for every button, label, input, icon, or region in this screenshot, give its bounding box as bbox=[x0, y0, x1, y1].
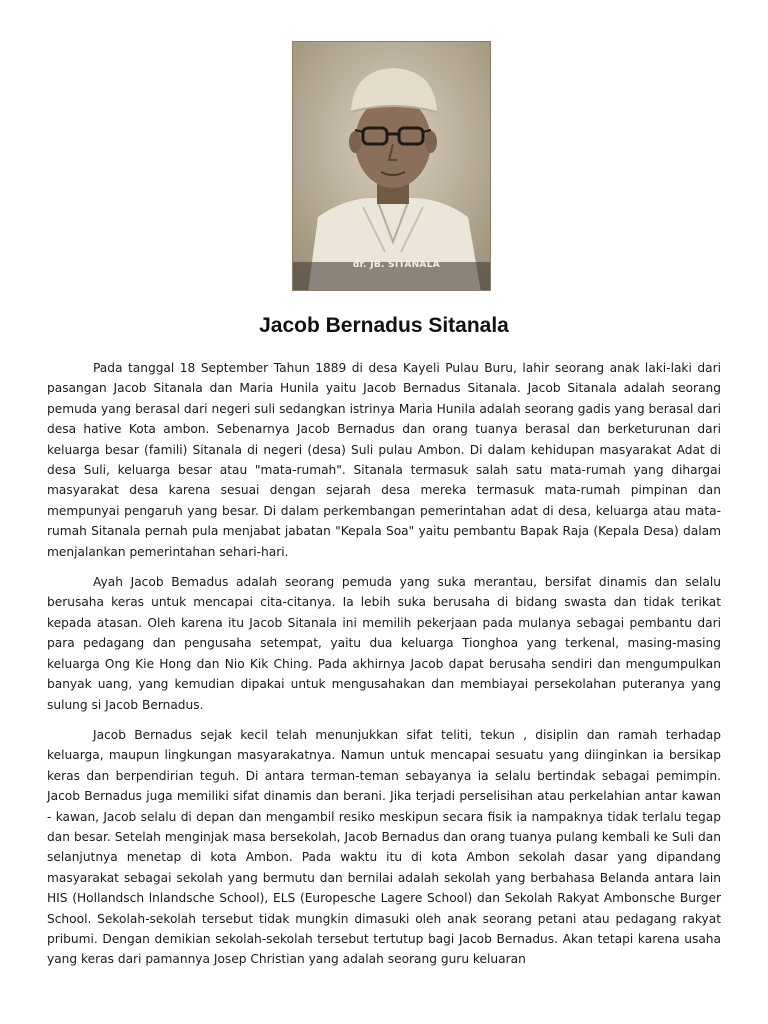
portrait-photo bbox=[292, 41, 491, 291]
photo-caption: dr. JB. SITANALA bbox=[352, 260, 440, 270]
portrait-illustration bbox=[293, 42, 491, 291]
paragraph: Ayah Jacob Bemadus adalah seorang pemuda yang suka merantau, bersifat dinamis dan selalu berusaha keras untuk mencapai cita-citanya. Ia lebih suka berusaha di bidang swasta dan tidak terikat kepada atasan. Oleh karena itu Jacob Sitanala ini memilih pekerjaan pada mulanya sebagai pembantu dari para pedagang dan pengusaha setempat, yaitu dua keluarga Tionghoa yang terkenal, masing-masing keluarga Ong Kie Hong dan Nio Kik Ching. Pada akhirnya Jacob dapat berusaha sendiri dan mengumpulkan banyak uang, yang kemudian dipakai untuk mengusahakan dan membiayai persekolahan puteranya yang sulung si Jacob Bernadus. bbox=[47, 575, 721, 712]
paragraph: Pada tanggal 18 September Tahun 1889 di desa Kayeli Pulau Buru, lahir seorang anak laki-laki dari pasangan Jacob Sitanala dan Maria Hunila yaitu Jacob Bernadus Sitanala. Jacob Sitanala adalah seorang pemuda yang berasal dari negeri suli sedangkan istrinya Maria Hunila adalah seorang gadis yang berasal dari desa hative Kota ambon. Sebenarnya Jacob Bernadus dan orang tuanya berasal dan berketurunan dari keluarga besar (famili) Sitanala di negeri (desa) Suli pulau Ambon. Di dalam kehidupan masyarakat Adat di desa Suli, keluarga besar atau "mata-rumah". Sitanala termasuk salah satu mata-rumah yang dihargai masyarakat desa karena sesuai dengan sejarah desa mereka termasuk mata-rumah pimpinan dan mempunyai pengaruh yang besar. Di dalam perkembangan pemerintahan adat di desa, keluarga atau mata-rumah Sitanala pernah pula menjabat jabatan "Kepala Soa" yaitu pembantu Bapak Raja (Kepala Desa) dalam menjalankan pemerintahan sehari-hari. bbox=[47, 361, 721, 559]
document-title: Jacob Bernadus Sitanala bbox=[259, 314, 509, 337]
paragraph: Jacob Bernadus sejak kecil telah menunjukkan sifat teliti, tekun , disiplin dan ramah terhadap keluarga, maupun lingkungan masyarakatnya. Namun untuk mencapai sesuatu yang diinginkan ia bersikap keras dan berpendirian teguh. Di antara terman-teman sebayanya ia selalu bertindak sebagai pemimpin. Jacob Bernadus juga memiliki sifat dinamis dan berani. Jika terjadi perselisihan atau perkelahian antar kawan - kawan, Jacob selalu di depan dan mengambil resiko meskipun secara fisik ia nampaknya tidak terlalu tegap dan besar. Setelah menginjak masa bersekolah, Jacob Bernadus dan orang tuanya pulang kembali ke Suli dan selanjutnya menetap di kota Ambon. Pada waktu itu di kota Ambon sekolah dasar yang dipandang masyarakat sebagai sekolah yang bermutu dan bernilai adalah sekolah yang berbahasa Belanda antara lain HIS (Hollandsch lnlandsche School), ELS (Europesche Lagere School) dan Sekolah Rakyat Ambonsche Burger School. Sekolah-sekolah tersebut tidak mungkin dimasuki oleh anak seorang petani atau pedagang rakyat pribumi. Dengan demikian sekolah-sekolah tersebut tertutup bagi Jacob Bernadus. Akan tetapi karena usaha yang keras dari pamannya Josep Christian yang adalah seorang guru keluaran bbox=[47, 727, 721, 967]
article-body bbox=[47, 358, 721, 980]
